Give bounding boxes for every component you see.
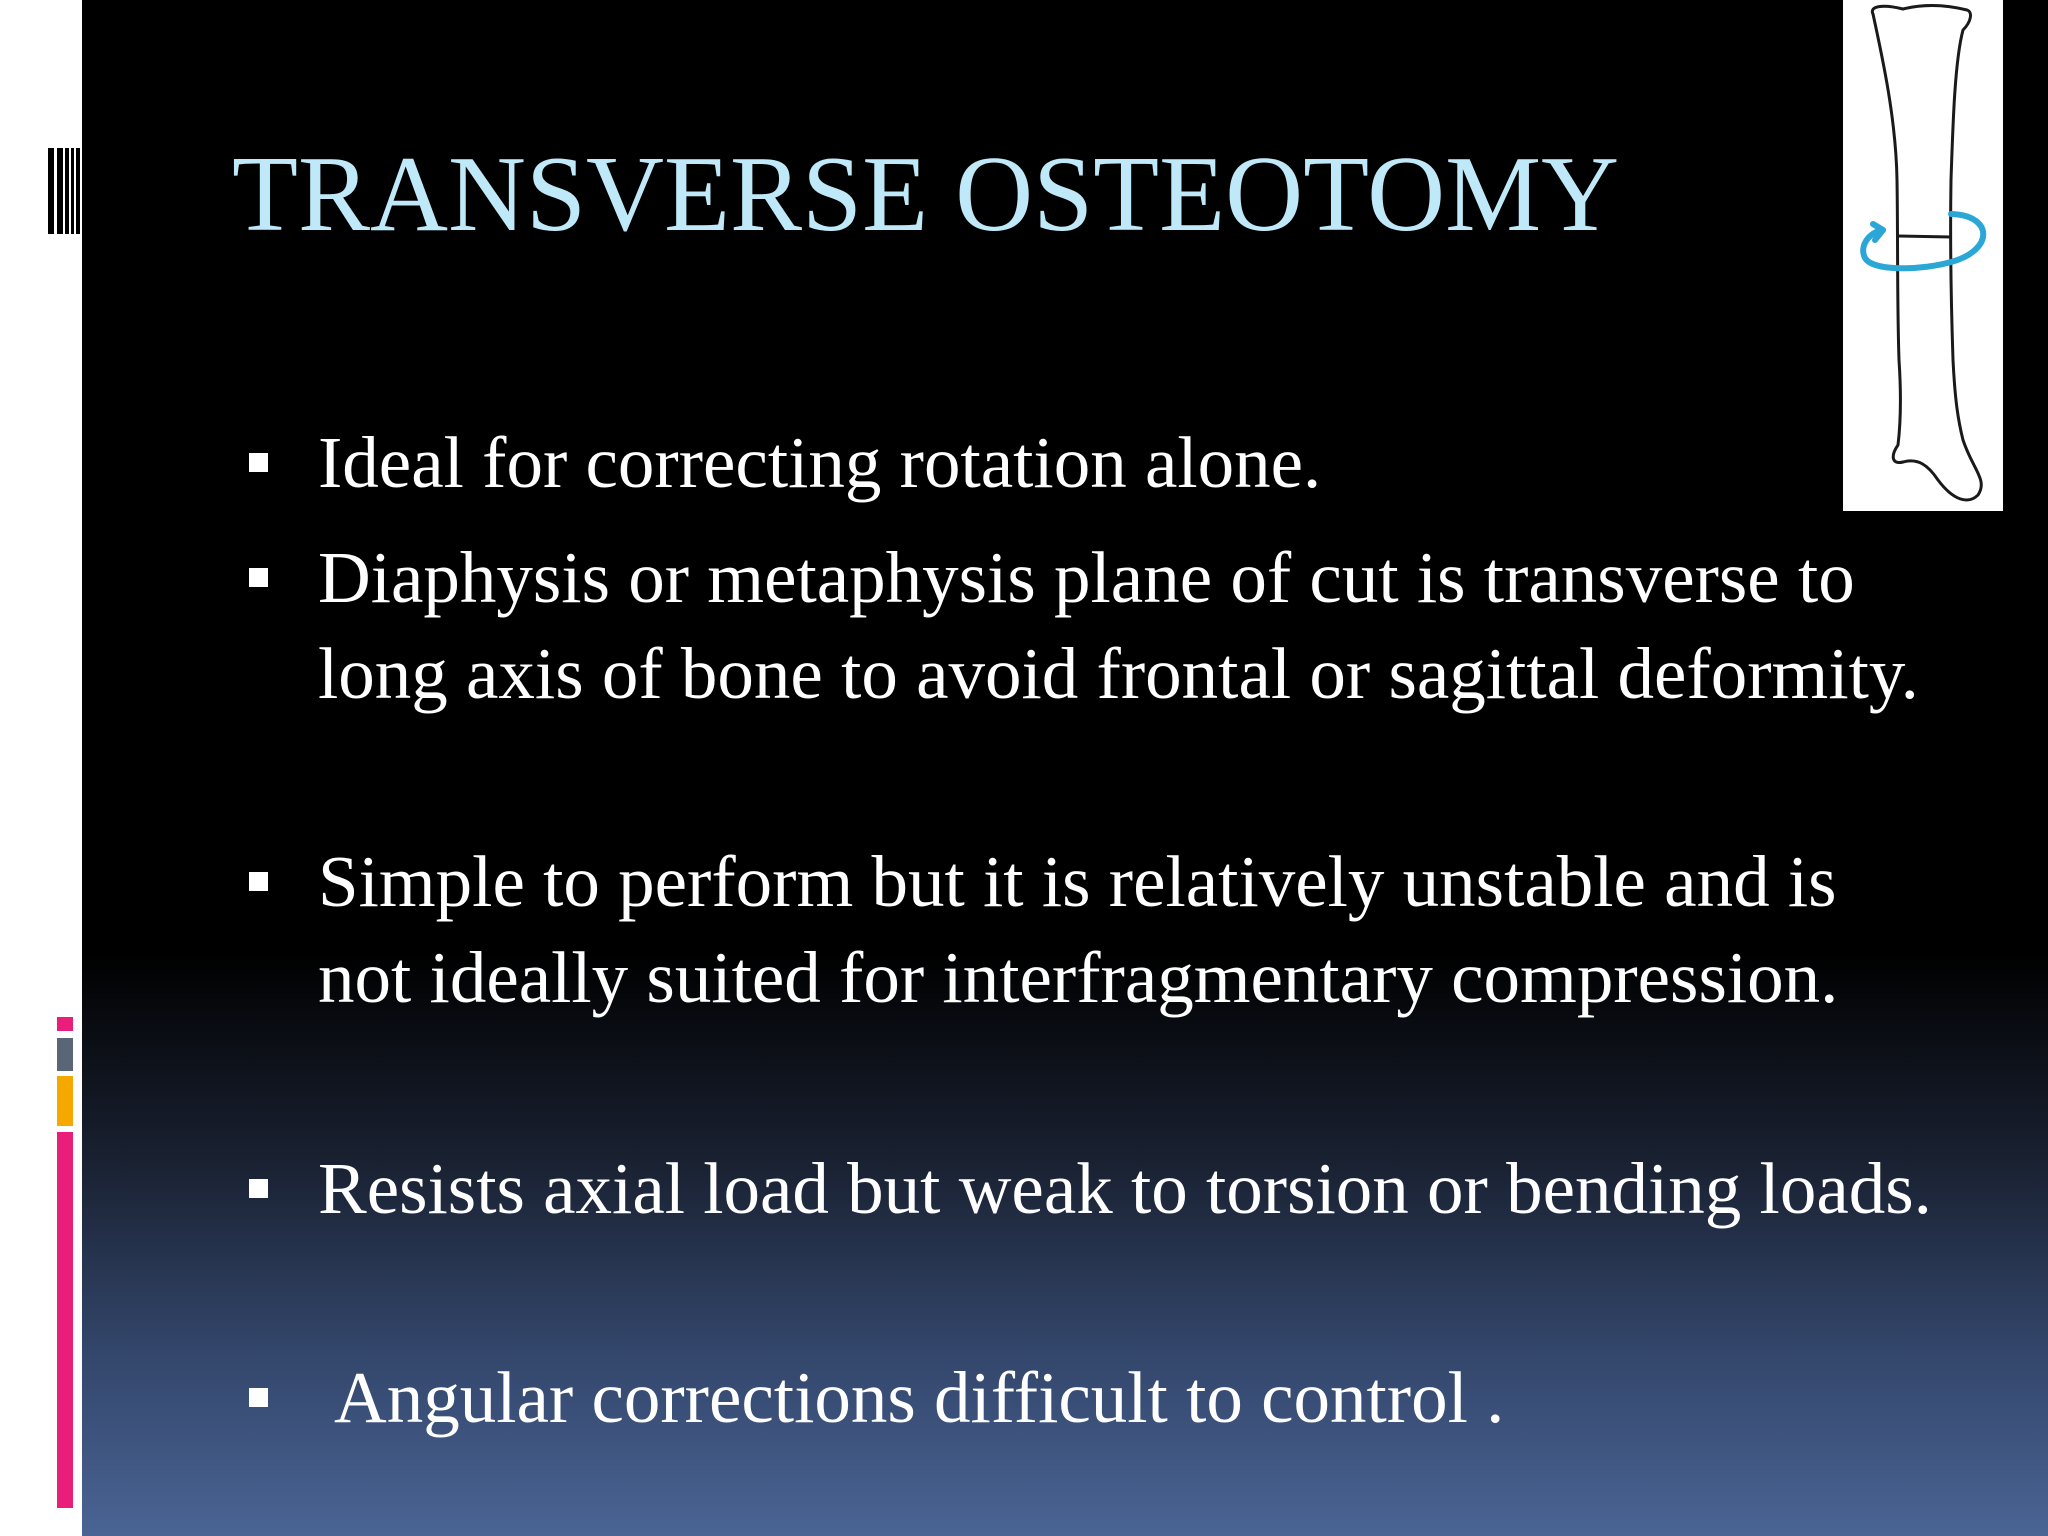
bullet-item <box>318 415 1938 511</box>
decorative-bars <box>48 148 80 234</box>
bullet-text: Diaphysis or metaphysis plane of cut is transverse to long axis of bone to avoid frontal or sagittal deformity. <box>318 537 1919 714</box>
bullet-item <box>318 1141 1938 1237</box>
bone-icon <box>1872 5 1981 500</box>
square-bullet-icon <box>249 1179 268 1198</box>
square-bullet-icon <box>249 568 268 587</box>
slide-title: TRANSVERSE OSTEOTOMY <box>232 135 1620 254</box>
square-bullet-icon <box>249 453 268 472</box>
bone-illustration <box>1843 0 2003 511</box>
accent-stripe-pink-long <box>57 1132 73 1508</box>
accent-stripe-slate <box>57 1038 73 1071</box>
bullet-text: Angular corrections difficult to control . <box>334 1357 1505 1438</box>
bullet-item <box>318 530 1938 722</box>
bullet-text: Simple to perform but it is relatively unstable and is not ideally suited for interfragmentary compression. <box>318 841 1839 1018</box>
accent-stripe-amber <box>57 1076 73 1126</box>
bullet-item <box>318 834 1938 1026</box>
square-bullet-icon <box>249 1388 268 1407</box>
bullet-text: Ideal for correcting rotation alone. <box>318 422 1322 503</box>
bullet-text: Resists axial load but weak to torsion or bending loads. <box>318 1148 1932 1229</box>
bullet-item <box>318 1350 1938 1446</box>
square-bullet-icon <box>249 872 268 891</box>
rotation-arrow-icon <box>1863 214 1983 268</box>
accent-stripe-pink <box>57 1017 73 1031</box>
